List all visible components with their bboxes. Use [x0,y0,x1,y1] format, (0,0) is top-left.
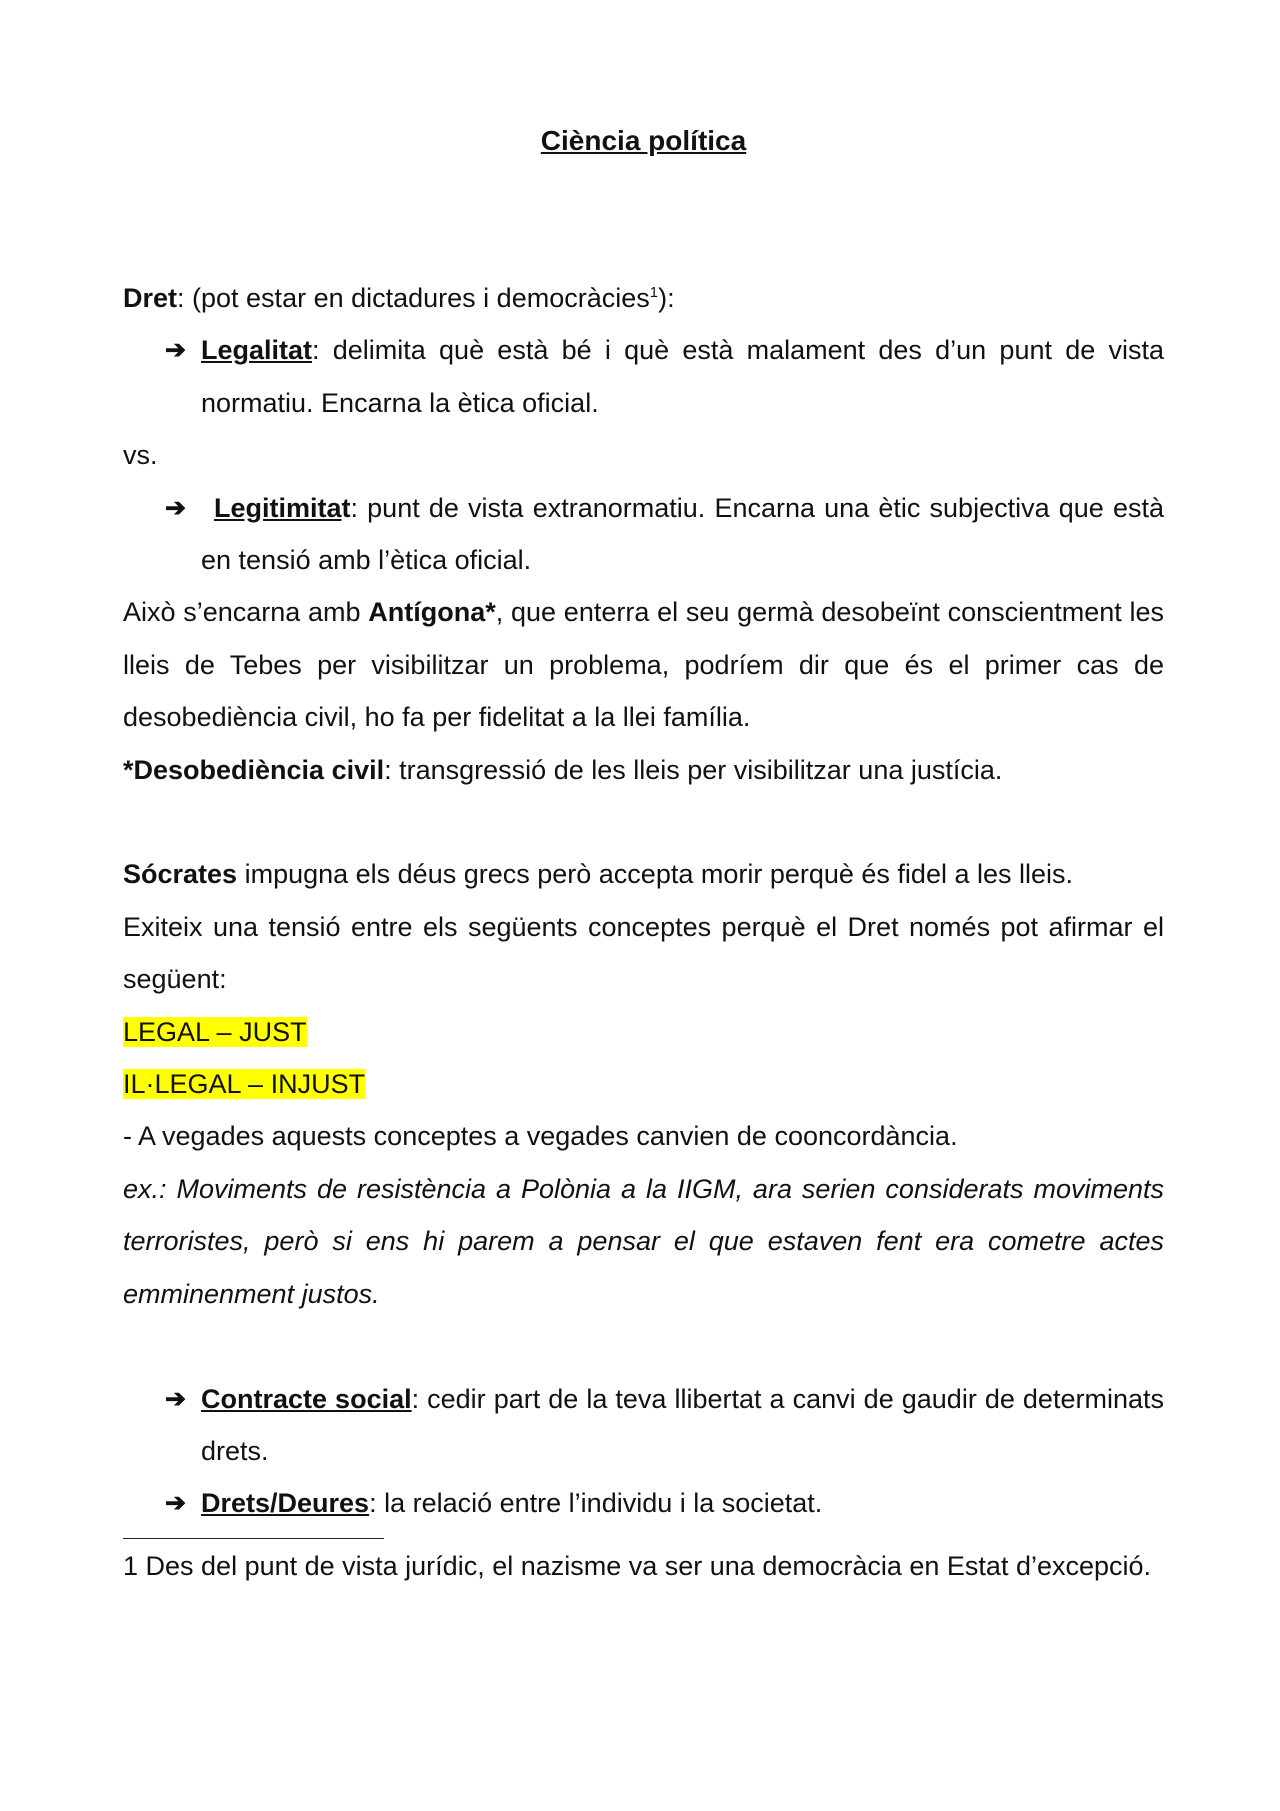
page-title: Ciència política [540,125,747,156]
legitimitat-term-end: t [341,492,351,523]
socrates-text: impugna els déus grecs però accepta morir perquè és fidel a les lleis. [237,859,1074,890]
highlight-line-1 [123,1006,1164,1058]
socrates-term: Sócrates [123,859,238,890]
footnote-ref[interactable]: 1 [649,284,659,301]
footnote: 1 Des del punt de vista jurídic, el nazisme va ser una democràcia en Estat d’excepció. [123,1550,1152,1581]
dret-text: : (pot estar en dictadures i democràcies [177,283,650,313]
vegades-line: - A vegades aquests conceptes a vegades canvien de cooncordància. [123,1121,958,1152]
dret-term: Dret [123,283,178,313]
contracte-item [123,1373,1164,1478]
antigona-before: Això s’encarna amb [123,597,369,628]
tensio-paragraph: Exiteix una tensió entre els següents conceptes perquè el Dret només pot afirmar el següent: [123,911,1164,995]
arrow-right-icon: ➔ [165,1489,186,1518]
drets-deures-item [123,1477,1164,1529]
footnote-divider [123,1538,384,1539]
blank-line [123,796,1164,848]
antigona-after: , que enterra el seu germà desobeïnt conscientment les lleis de Tebes per visibilitzar un problema, podríem dir que és el primer cas de desobediència civil, ho fa per fidelitat a la llei família. [123,597,1164,733]
contracte-term: Contracte social [201,1383,412,1414]
legalitat-text: : delimita què està bé i què està malament des d’un punt de vista normatiu. Encarna la ètica oficial. [201,335,1164,418]
vs-line: vs. [123,440,158,471]
dret-text-end: ): [658,283,675,313]
highlighted-text: LEGAL – JUST [123,1016,307,1047]
antigona-term: Antígona* [368,597,496,628]
legitimitat-item [123,482,1164,587]
drets-deures-term: Drets/Deures [201,1488,370,1519]
socrates-paragraph [123,848,1164,900]
legalitat-item [123,324,1164,429]
arrow-right-icon: ➔ [165,1384,186,1413]
desobediencia-definition [123,744,1164,796]
legitimitat-term: Legitimita [214,492,342,523]
contracte-text: : cedir part de la teva llibertat a canvi de gaudir de determinats drets. [201,1383,1164,1466]
legitimitat-text: : punt de vista extranormatiu. Encarna una ètic subjectiva que està en tensió amb l’ètica oficial. [201,492,1164,576]
document-body [123,272,1164,1585]
desobediencia-text: : transgressió de les lleis per visibilitzar una justícia. [384,754,1003,785]
antigona-paragraph [123,586,1164,743]
drets-deures-text: : la relació entre l’individu i la societat. [369,1488,823,1519]
arrow-right-icon: ➔ [165,493,186,522]
example-paragraph: ex.: Moviments de resistència a Polònia a la IIGM, ara serien considerats moviments terroristes, però si ens hi parem a pensar el que estaven fent era cometre actes emminenment justos. [123,1173,1164,1309]
highlighted-text: IL·LEGAL – INJUST [123,1069,366,1100]
highlight-line-2 [123,1058,1164,1110]
desobediencia-term: *Desobediència civil [123,754,385,785]
dret-line [123,272,1164,324]
blank-line [123,1320,1164,1372]
legalitat-term: Legalitat [201,335,313,366]
arrow-right-icon: ➔ [165,336,186,365]
